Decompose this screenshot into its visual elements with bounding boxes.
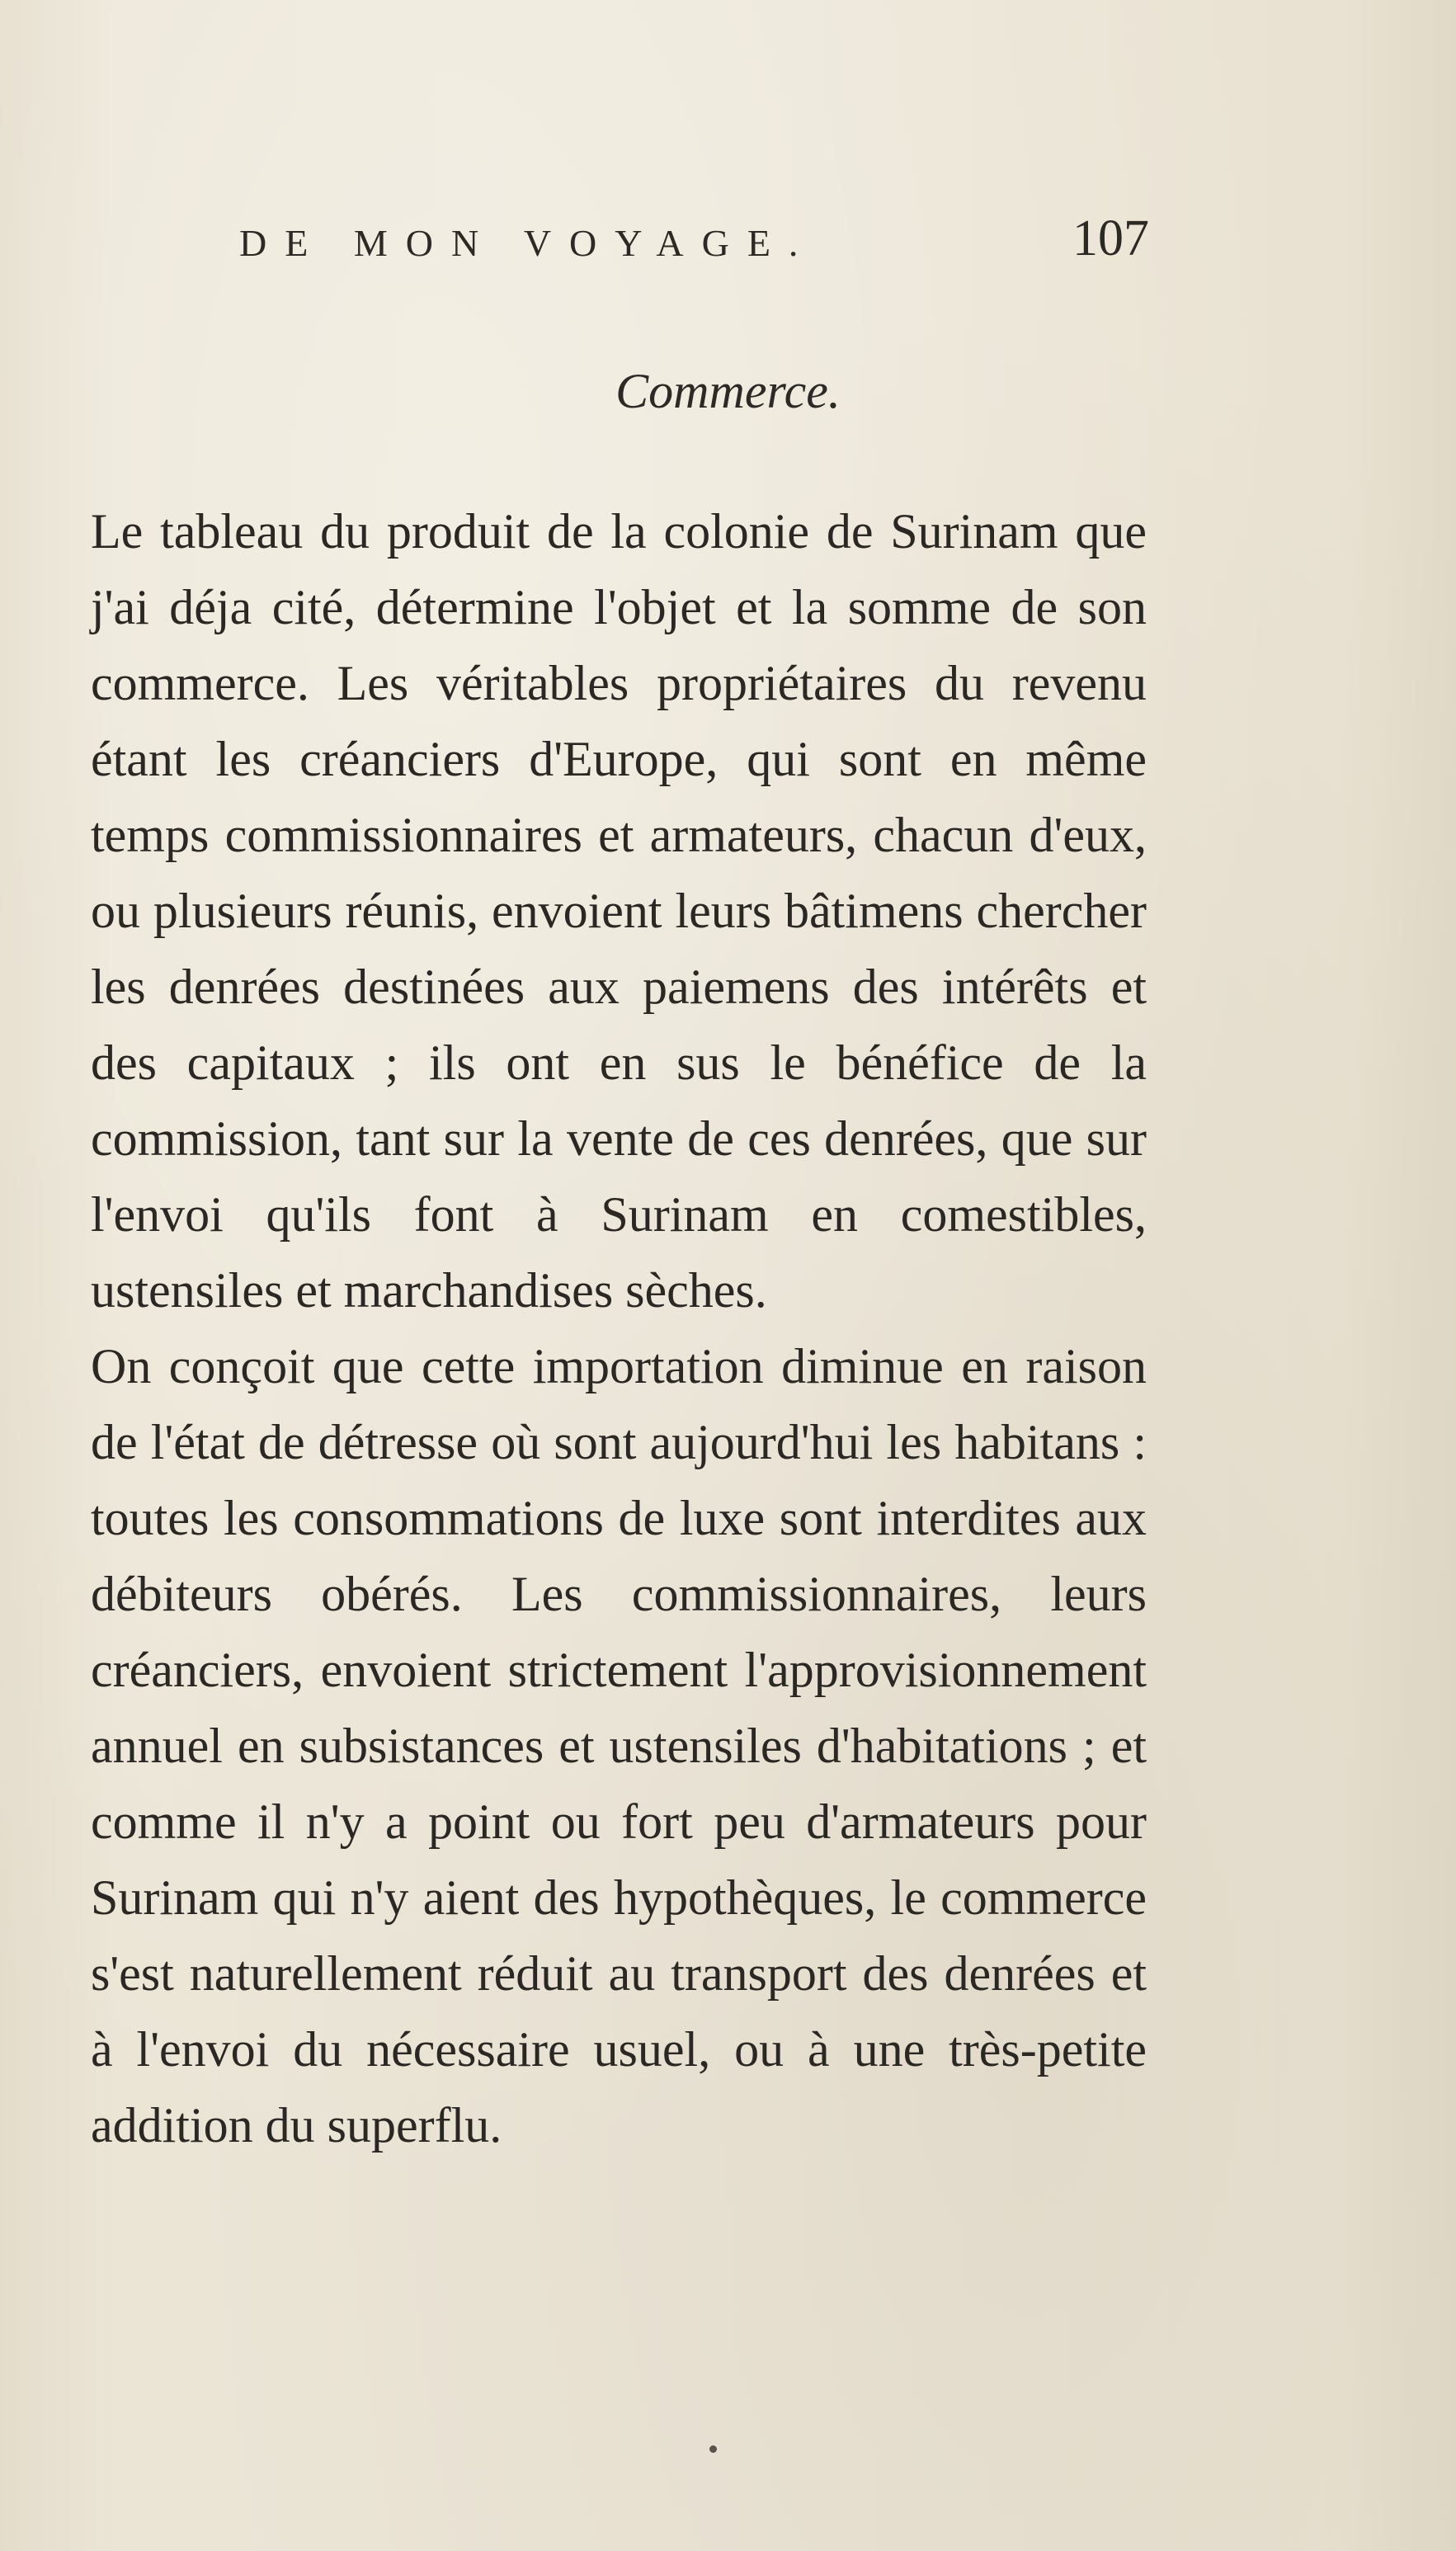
paragraph-2: On conçoit que cette importation diminue en raison de l'état de détresse où sont aujourd'hui les habitans : toutes les consommations de luxe sont interdites aux débiteurs obérés. Les commissionnaires, leurs créanciers, envoient strictement l'approvisionnement annuel en subsistances et ustensiles d'habitations ; et comme il n'y a point ou fort peu d'armateurs pour Surinam qui n'y aient des hypothèques, le commerce s'est naturellement réduit au transport des denrées et à l'envoi du nécessaire usuel, ou à une très-petite addition du superflu.: [91, 1339, 1147, 2153]
ink-speck: [709, 2445, 717, 2453]
page-number: 107: [1072, 210, 1149, 266]
body-text: [91, 493, 1147, 2163]
paragraph-1: Le tableau du produit de la colonie de Surinam que j'ai déja cité, détermine l'objet et la somme de son commerce. Les véritables propriétaires du revenu étant les créanciers d'Europe, qui sont en même temps commissionnaires et armateurs, chacun d'eux, ou plusieurs réunis, envoient leurs bâtimens chercher les denrées destinées aux paiemens des intérêts et des capitaux ; ils ont en sus le bénéfice de la commission, tant sur la vente de ces denrées, que sur l'envoi qu'ils font à Surinam en comestibles, ustensiles et marchandises sèches.: [91, 504, 1147, 1318]
running-head: DE MON VOYAGE.: [239, 222, 817, 264]
section-title: Commerce.: [615, 364, 841, 418]
